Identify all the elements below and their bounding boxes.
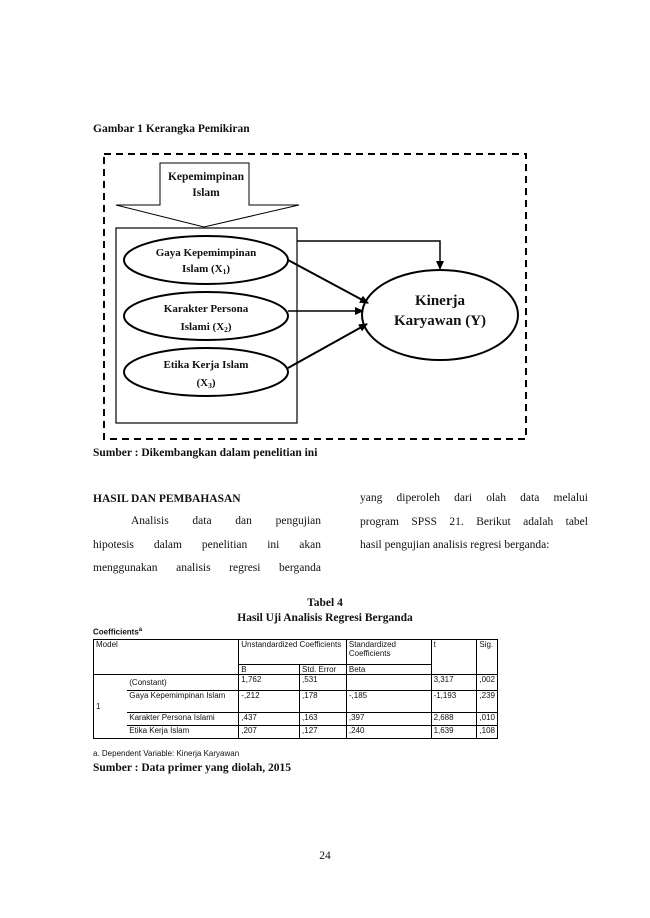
cell-b: ,207 <box>239 726 300 739</box>
table-source: Sumber : Data primer yang diolah, 2015 <box>93 762 291 774</box>
framework-diagram <box>0 0 650 450</box>
node-x2-line1: Karakter Persona <box>163 303 249 315</box>
cell-t: -1,193 <box>431 691 477 713</box>
node-x2-line2: Islami (X2) <box>180 321 232 334</box>
header-t: t <box>431 640 477 675</box>
table-row <box>94 726 498 739</box>
right-line-2: program SPSS 21. Berikut adalah tabel <box>360 515 588 528</box>
table-row <box>94 675 498 691</box>
model-number: 1 <box>94 675 128 739</box>
arrow-x1-to-y <box>288 260 368 303</box>
coefficients-table <box>93 639 498 739</box>
table-number: Tabel 4 <box>307 597 343 609</box>
node-y-line2: Karyawan (Y) <box>393 313 487 329</box>
arrow-moderator-to-y <box>297 241 440 269</box>
cell-sig: ,002 <box>477 675 498 691</box>
cell-se: ,531 <box>300 675 347 691</box>
row-name: Karakter Persona Islami <box>127 713 239 726</box>
table-header-row <box>94 640 498 665</box>
cell-sig: ,010 <box>477 713 498 726</box>
cell-se: ,178 <box>300 691 347 713</box>
section-title: HASIL DAN PEMBAHASAN <box>93 493 241 505</box>
row-name: Gaya Kepemimpinan Islam <box>127 691 239 713</box>
cell-beta: ,397 <box>346 713 431 726</box>
cell-se: ,163 <box>300 713 347 726</box>
cell-se: ,127 <box>300 726 347 739</box>
figure-source: Sumber : Dikembangkan dalam penelitian ini <box>93 447 318 459</box>
row-name: Etika Kerja Islam <box>127 726 239 739</box>
node-x3-line2: (X3) <box>196 377 216 390</box>
arrow-x3-to-y <box>288 324 367 368</box>
table-title: Hasil Uji Analisis Regresi Berganda <box>237 612 413 624</box>
left-line-2: hipotesis dalam penelitian ini akan <box>93 538 321 551</box>
node-x1-line1: Gaya Kepemimpinan <box>155 247 257 259</box>
moderator-label-line1: Kepemimpinan <box>167 171 245 183</box>
header-beta: Beta <box>346 665 431 675</box>
cell-sig: ,239 <box>477 691 498 713</box>
table-footnote: a. Dependent Variable: Kinerja Karyawan <box>93 749 240 758</box>
left-line-3: menggunakan analisis regresi berganda <box>93 562 321 574</box>
cell-beta: ,240 <box>346 726 431 739</box>
table-row <box>94 691 498 713</box>
row-name: (Constant) <box>127 675 239 691</box>
right-line-3: hasil pengujian analisis regresi berganda: <box>360 539 550 551</box>
node-x1-line2: Islam (X1) <box>181 263 231 276</box>
cell-t: 3,317 <box>431 675 477 691</box>
cell-t: 2,688 <box>431 713 477 726</box>
cell-beta: -,185 <box>346 691 431 713</box>
right-column-text <box>360 487 588 558</box>
cell-b: ,437 <box>239 713 300 726</box>
moderator-label-line2: Islam <box>192 187 220 199</box>
table-row <box>94 713 498 726</box>
left-column-text <box>93 510 321 581</box>
spss-table-title: Coefficients$^a$ <box>93 627 143 637</box>
header-b: B <box>239 665 300 675</box>
node-y-line1: Kinerja <box>415 293 465 309</box>
cell-b: -,212 <box>239 691 300 713</box>
figure-caption: Gambar 1 Kerangka Pemikiran <box>93 123 250 135</box>
page-number: 24 <box>319 850 331 862</box>
header-unstandardized: Unstandardized Coefficients <box>239 640 347 665</box>
header-standardized: Standardized Coefficients <box>346 640 431 665</box>
cell-t: 1,639 <box>431 726 477 739</box>
cell-b: 1,762 <box>239 675 300 691</box>
cell-sig: ,108 <box>477 726 498 739</box>
left-line-1: Analisis data dan pengujian <box>131 515 321 527</box>
header-model: Model <box>94 640 239 675</box>
right-line-1: yang diperoleh dari olah data melalui <box>360 492 588 504</box>
header-std-error: Std. Error <box>300 665 347 675</box>
header-sig: Sig. <box>477 640 498 675</box>
cell-beta <box>346 675 431 691</box>
node-x1-ellipse <box>124 236 288 284</box>
node-x3-line1: Etika Kerja Islam <box>163 359 249 371</box>
